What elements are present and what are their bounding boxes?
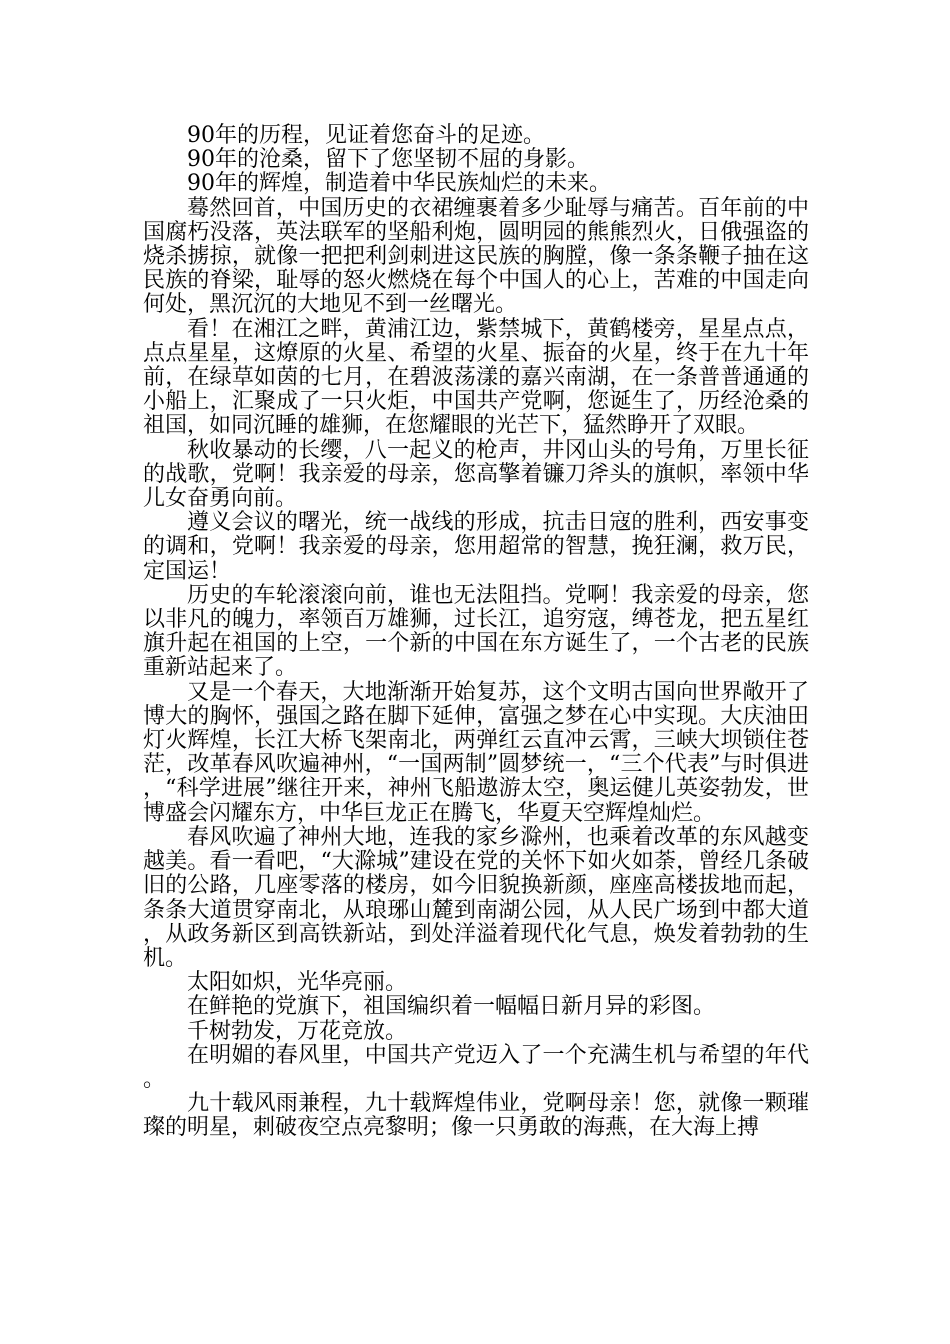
- body-text: [143, 124, 809, 1141]
- paragraph: 90年的沧桑，留下了您坚韧不屈的身影。: [187, 147, 589, 173]
- paragraph: 在明媚的春风里，中国共产党迈入了一个充满生机与希望的年代。: [143, 1042, 809, 1092]
- paragraph: 历史的车轮滚滚向前，谁也无法阻挡。党啊！我亲爱的母亲，您以非凡的魄力，率领百万雄狮，过长江，追穷寇，缚苍龙，把五星红旗升起在祖国的上空，一个新的中国在东方诞生了，一个古老的民族重新站起来了。: [143, 582, 809, 681]
- paragraph: 蓦然回首，中国历史的衣裙缠裹着多少耻辱与痛苦。百年前的中国腐朽没落，英法联军的坚船利炮，圆明园的熊熊烈火，日俄强盗的烧杀掳掠，就像一把把利剑刺进这民族的胸膛，像一条条鞭子抽在这民族的脊梁，耻辱的怒火燃烧在每个中国人的心上，苦难的中国走向何处，黑沉沉的大地见不到一丝曙光。: [143, 195, 809, 318]
- paragraph: 90年的历程，见证着您奋斗的足迹。: [187, 123, 545, 148]
- paragraph: 秋收暴动的长缨，八一起义的枪声，井冈山头的号角，万里长征的战歌，党啊！我亲爱的母亲，您高擎着镰刀斧头的旗帜，率领中华儿女奋勇向前。: [143, 437, 809, 512]
- paragraph: 春风吹遍了神州大地，连我的家乡滁州，也乘着改革的东风越变越美。看一看吧，“大滁城”建设在党的关怀下如火如荼，曾经几条破旧的公路，几座零落的楼房，如今旧貌换新颜，座座高楼拔地而起，条条大道贯穿南北，从琅琊山麓到南湖公园，从人民广场到中都大道，从政务新区到高铁新站，到处洋溢着现代化气息，焕发着勃勃的生机。: [143, 824, 809, 971]
- paragraph: 遵义会议的曙光，统一战线的形成，抗击日寇的胜利，西安事变的调和，党啊！我亲爱的母亲，您用超常的智慧，挽狂澜，救万民，定国运！: [143, 510, 809, 584]
- paragraph: 太阳如炽，光华亮丽。: [187, 970, 408, 996]
- paragraph: 又是一个春天，大地渐渐开始复苏，这个文明古国向世界敞开了博大的胸怀，强国之路在脚下延伸，富强之梦在心中实现。大庆油田灯火辉煌，长江大桥飞架南北，两弹红云直冲云霄，三峡大坝锁住苍茫，改革春风吹遍神州，“一国两制”圆梦统一，“三个代表”与时俱进，“科学进展”继往开来，神州飞船遨游太空，奥运健儿英姿勃发，世博盛会闪耀东方，中华巨龙正在腾飞，华夏天空辉煌灿烂。: [143, 679, 809, 826]
- paragraph: 九十载风雨兼程，九十载辉煌伟业，党啊母亲！您，就像一颗璀璨的明星，刺破夜空点亮黎明；像一只勇敢的海燕，在大海上搏: [143, 1091, 809, 1141]
- paragraph: 在鲜艳的党旗下，祖国编织着一幅幅日新月异的彩图。: [187, 994, 716, 1020]
- paragraph: 90年的辉煌，制造着中华民族灿烂的未来。: [187, 171, 611, 197]
- paragraph: 看！在湘江之畔，黄浦江边，紫禁城下，黄鹤楼旁，星星点点，点点星星，这燎原的火星、希望的火星、振奋的火星，终于在九十年前，在绿草如茵的七月，在碧波荡漾的嘉兴南湖，在一条普普通通的小船上，汇聚成了一只火炬，中国共产党啊，您诞生了，历经沧桑的祖国，如同沉睡的雄狮，在您耀眼的光芒下，猛然睁开了双眼。: [143, 316, 809, 439]
- paragraph: 千树勃发，万花竞放。: [187, 1018, 408, 1044]
